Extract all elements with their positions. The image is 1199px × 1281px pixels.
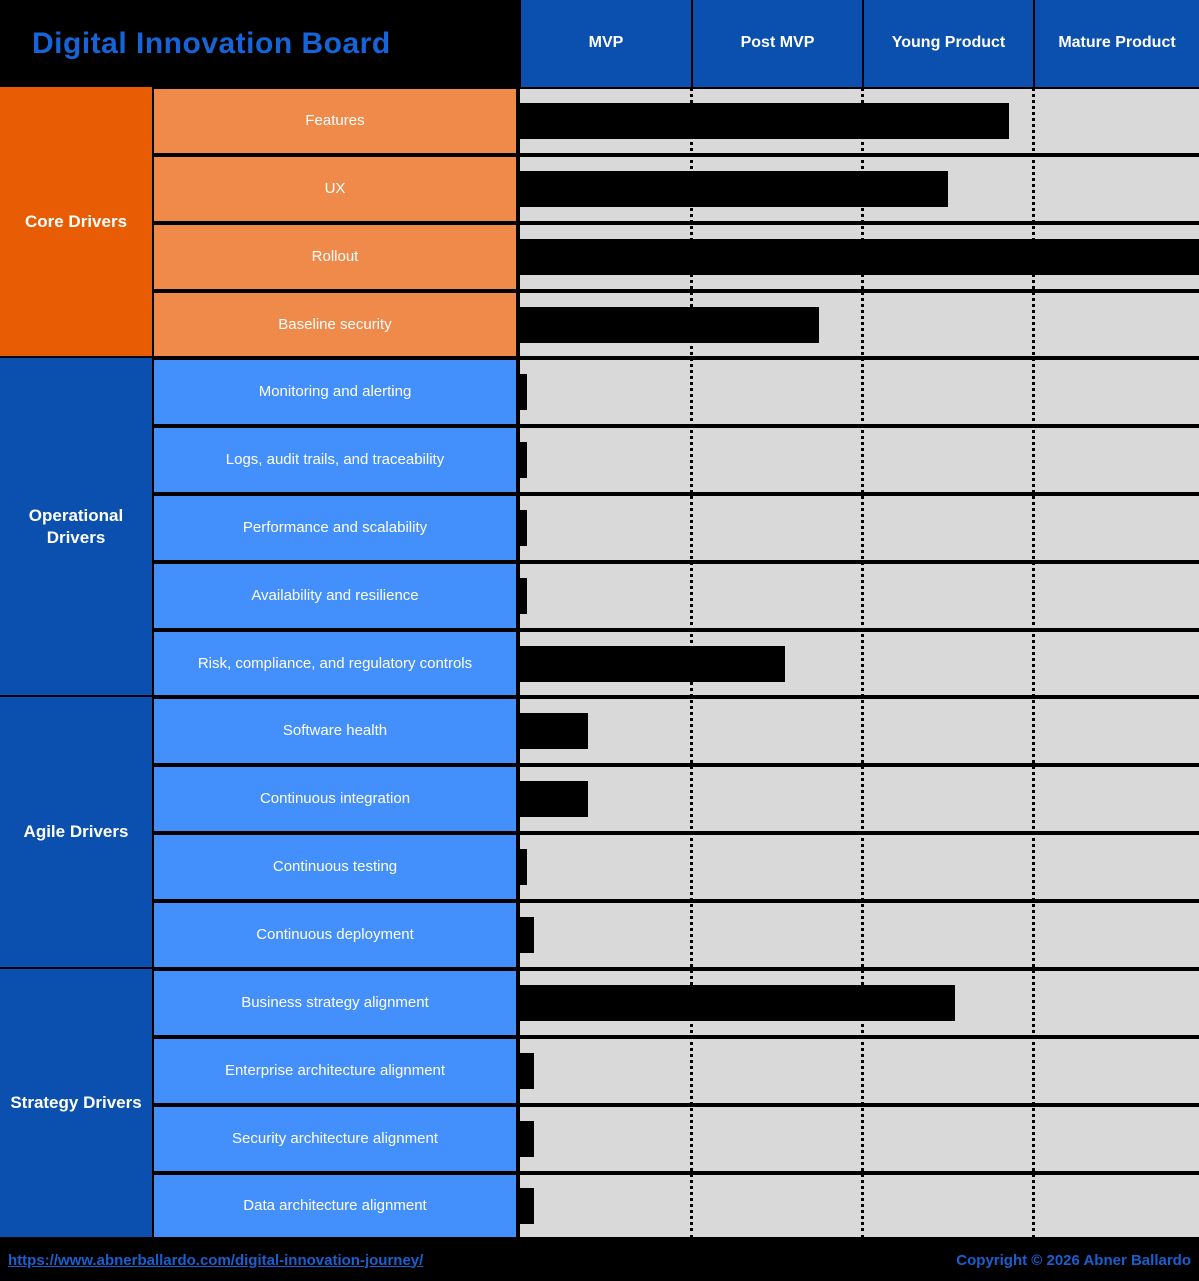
board-footer	[0, 1239, 1199, 1281]
table-row	[152, 155, 1199, 223]
row-label-features: Features	[152, 87, 518, 155]
group-label-core-drivers: Core Drivers	[0, 87, 152, 358]
bar-performance-and-scalability	[520, 510, 527, 546]
row-label-performance-and-scalability: Performance and scalability	[152, 494, 518, 562]
page-title: Digital Innovation Board	[32, 26, 391, 60]
phase-header-mature-product: Mature Product	[1033, 0, 1199, 87]
table-row	[152, 630, 1199, 697]
row-label-logs-audit-trails-and-traceability: Logs, audit trails, and traceability	[152, 426, 518, 494]
row-label-data-architecture-alignment: Data architecture alignment	[152, 1173, 518, 1239]
row-track-software-health	[518, 697, 1199, 765]
board-title-cell	[0, 0, 519, 87]
table-row	[152, 223, 1199, 291]
phase-header-young-product: Young Product	[862, 0, 1033, 87]
table-row	[152, 765, 1199, 833]
bar-ux	[520, 171, 948, 207]
row-label-continuous-integration: Continuous integration	[152, 765, 518, 833]
row-track-availability-and-resilience	[518, 562, 1199, 630]
table-row	[152, 1173, 1199, 1239]
table-row	[152, 426, 1199, 494]
table-row	[152, 358, 1199, 426]
table-row	[152, 1105, 1199, 1173]
table-row	[152, 291, 1199, 358]
group-label-agile-drivers: Agile Drivers	[0, 697, 152, 969]
bar-continuous-testing	[520, 849, 527, 885]
row-label-availability-and-resilience: Availability and resilience	[152, 562, 518, 630]
board-header	[0, 0, 1199, 87]
bar-software-health	[520, 713, 588, 749]
table-row	[152, 833, 1199, 901]
table-row	[152, 969, 1199, 1037]
bar-business-strategy-alignment	[520, 985, 955, 1021]
board-body	[0, 87, 1199, 1239]
row-label-enterprise-architecture-alignment: Enterprise architecture alignment	[152, 1037, 518, 1105]
bar-security-architecture-alignment	[520, 1121, 534, 1157]
row-track-enterprise-architecture-alignment	[518, 1037, 1199, 1105]
table-row	[152, 697, 1199, 765]
bar-risk-compliance-and-regulatory-controls	[520, 646, 785, 682]
row-track-baseline-security	[518, 291, 1199, 358]
row-label-risk-compliance-and-regulatory-controls: Risk, compliance, and regulatory controls	[152, 630, 518, 697]
row-track-ux	[518, 155, 1199, 223]
table-row	[152, 494, 1199, 562]
row-label-monitoring-and-alerting: Monitoring and alerting	[152, 358, 518, 426]
bar-baseline-security	[520, 307, 819, 343]
table-row	[152, 901, 1199, 969]
bar-monitoring-and-alerting	[520, 374, 527, 410]
row-track-continuous-deployment	[518, 901, 1199, 969]
row-track-risk-compliance-and-regulatory-controls	[518, 630, 1199, 697]
row-label-business-strategy-alignment: Business strategy alignment	[152, 969, 518, 1037]
row-track-continuous-integration	[518, 765, 1199, 833]
group-label-strategy-drivers: Strategy Drivers	[0, 969, 152, 1239]
row-track-features	[518, 87, 1199, 155]
copyright-text: Copyright © 2026 Abner Ballardo	[956, 1251, 1191, 1269]
row-label-continuous-testing: Continuous testing	[152, 833, 518, 901]
row-label-ux: UX	[152, 155, 518, 223]
row-track-monitoring-and-alerting	[518, 358, 1199, 426]
row-track-business-strategy-alignment	[518, 969, 1199, 1037]
bar-logs-audit-trails-and-traceability	[520, 442, 527, 478]
bar-continuous-deployment	[520, 917, 534, 953]
row-label-security-architecture-alignment: Security architecture alignment	[152, 1105, 518, 1173]
row-label-baseline-security: Baseline security	[152, 291, 518, 358]
row-track-security-architecture-alignment	[518, 1105, 1199, 1173]
phase-header-mvp: MVP	[519, 0, 691, 87]
source-link[interactable]: https://www.abnerballardo.com/digital-innovation-journey/	[8, 1251, 424, 1269]
bar-continuous-integration	[520, 781, 588, 817]
row-track-rollout	[518, 223, 1199, 291]
bar-data-architecture-alignment	[520, 1188, 534, 1224]
row-label-continuous-deployment: Continuous deployment	[152, 901, 518, 969]
bar-rollout	[520, 239, 1199, 275]
bar-enterprise-architecture-alignment	[520, 1053, 534, 1089]
row-label-software-health: Software health	[152, 697, 518, 765]
table-row	[152, 87, 1199, 155]
row-track-performance-and-scalability	[518, 494, 1199, 562]
group-label-operational-drivers: Operational Drivers	[0, 358, 152, 697]
table-row	[152, 1037, 1199, 1105]
row-track-data-architecture-alignment	[518, 1173, 1199, 1239]
table-row	[152, 562, 1199, 630]
phase-header-post-mvp: Post MVP	[691, 0, 862, 87]
row-track-logs-audit-trails-and-traceability	[518, 426, 1199, 494]
row-track-continuous-testing	[518, 833, 1199, 901]
bar-features	[520, 103, 1009, 139]
row-label-rollout: Rollout	[152, 223, 518, 291]
bar-availability-and-resilience	[520, 578, 527, 614]
